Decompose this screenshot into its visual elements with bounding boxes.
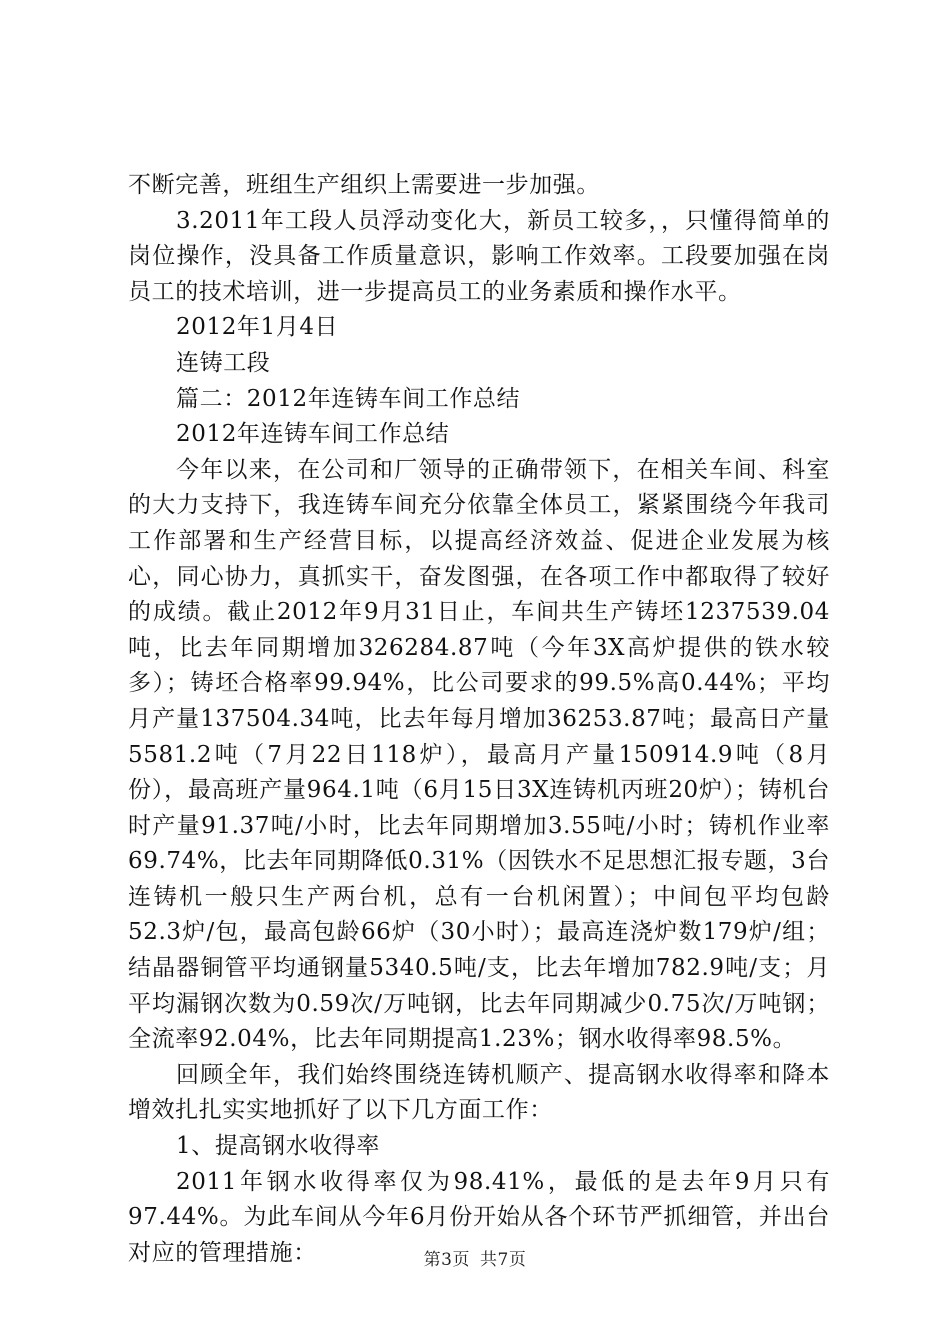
paragraph-review: 回顾全年，我们始终围绕连铸机顺产、提高钢水收得率和降本增效扎扎实实地抓好了以下几方面工作：	[128, 1061, 830, 1124]
subsection-heading: 1、提高钢水收得率	[176, 1133, 381, 1160]
paragraph-staff-training: 3.2011年工段人员浮动变化大，新员工较多，，只懂得简单的岗位操作，没具备工作质量意识，影响工作效率。工段要加强在岗员工的技术培训，进一步提高员工的业务素质和操作水平。	[128, 207, 830, 305]
document-title: 2012年连铸车间工作总结	[176, 421, 450, 448]
document-body	[128, 168, 830, 1271]
section-heading: 篇二：2012年连铸车间工作总结	[176, 385, 521, 412]
paragraph-steel-yield: 2011年钢水收得率仅为98.41%，最低的是去年9月只有97.44%。为此车间从今年6月份开始从各个环节严抓细管，并出台对应的管理措施：	[128, 1168, 830, 1266]
paragraph-date: 2012年1月4日	[176, 314, 339, 341]
paragraph-department: 连铸工段	[176, 349, 271, 376]
paragraph-continuation: 不断完善，班组生产组织上需要进一步加强。	[128, 172, 600, 198]
page-footer	[0, 1245, 950, 1270]
page-number: 第3页	[423, 1250, 470, 1270]
paragraph-production-summary: 今年以来，在公司和厂领导的正确带领下，在相关车间、科室的大力支持下，我连铸车间充分依靠全体员工，紧紧围绕今年我司工作部署和生产经营目标，以提高经济效益、促进企业发展为核心，同心协力，真抓实干，奋发图强，在各项工作中都取得了较好的成绩。截止2012年9月31日止，车间共生产铸坯1237539.04吨，比去年同期增加326284.87吨（今年3X高炉提供的铁水较多）；铸坯合格率99.94%，比公司要求的99.5%高0.44%；平均月产量137504.34吨，比去年每月增加36253.87吨；最高日产量5581.2吨（7月22日118炉），最高月产量150914.9吨（8月份），最高班产量964.1吨（6月15日3X连铸机丙班20炉）；铸机台时产量91.37吨/小时，比去年同期增加3.55吨/小时；铸机作业率69.74%，比去年同期降低0.31%（因铁水不足思想汇报专题，3台连铸机一般只生产两台机，总有一台机闲置）；中间包平均包龄52.3炉/包，最高包龄66炉（30小时）；最高连浇炉数179炉/组；结晶器铜管平均通钢量5340.5吨/支，比去年增加782.9吨/支；月平均漏钢次数为0.59次/万吨钢，比去年同期减少0.75次/万吨钢；全流率92.04%，比去年同期提高1.23%；钢水收得率98.5%。	[128, 456, 830, 1053]
page-total: 共7页	[480, 1250, 527, 1270]
